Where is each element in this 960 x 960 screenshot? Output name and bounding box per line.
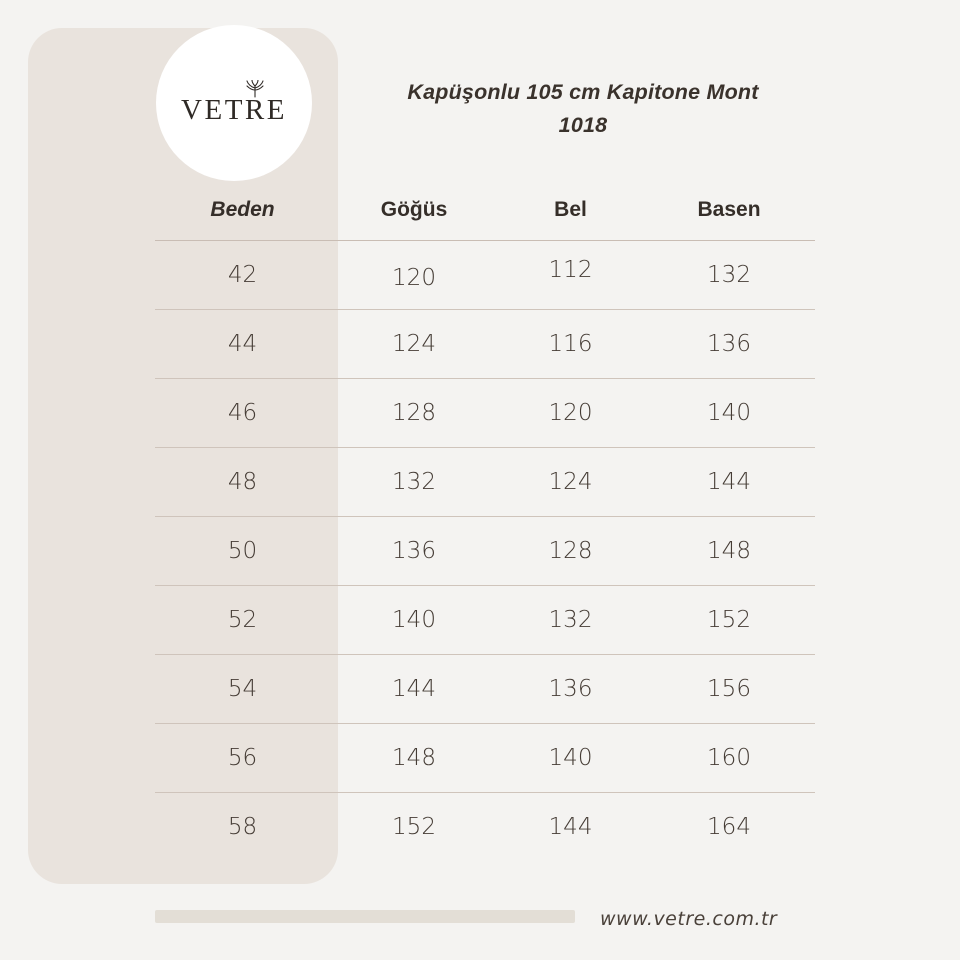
cell-beden: 58	[227, 814, 258, 840]
cell-gogus: 152	[392, 814, 436, 840]
cell-beden: 48	[227, 469, 258, 495]
cell-gogus: 120	[392, 265, 436, 291]
table-row	[155, 517, 815, 585]
table-row	[155, 310, 815, 378]
cell-beden: 46	[227, 400, 258, 426]
table-row	[155, 586, 815, 654]
table-row	[155, 379, 815, 447]
cell-gogus: 144	[392, 676, 436, 702]
cell-gogus: 136	[392, 538, 436, 564]
leaf-sprig-icon	[235, 80, 275, 98]
cell-basen: 152	[707, 607, 751, 633]
cell-beden: 52	[227, 607, 258, 633]
brand-logo	[156, 25, 312, 181]
column-header-gogus: Göğüs	[380, 198, 448, 221]
cell-beden: 56	[227, 745, 258, 771]
cell-basen: 160	[707, 745, 751, 771]
cell-bel: 128	[548, 538, 593, 564]
table-row	[155, 655, 815, 723]
cell-bel: 124	[548, 469, 593, 495]
cell-bel: 116	[548, 331, 593, 357]
cell-beden: 50	[227, 538, 258, 564]
page-title-line2: 1018	[558, 113, 608, 138]
cell-gogus: 148	[392, 745, 436, 771]
cell-bel: 136	[548, 676, 593, 702]
column-header-beden: Beden	[210, 198, 275, 221]
cell-bel: 112	[548, 257, 593, 283]
cell-gogus: 128	[392, 400, 436, 426]
cell-gogus: 124	[392, 331, 436, 357]
cell-bel: 144	[548, 814, 593, 840]
table-row	[155, 793, 815, 861]
table-header-row	[155, 180, 815, 240]
footer-decorative-bar	[155, 910, 575, 923]
cell-gogus: 132	[392, 469, 436, 495]
cell-beden: 42	[227, 262, 258, 288]
cell-basen: 136	[707, 331, 751, 357]
cell-beden: 54	[227, 676, 258, 702]
column-header-basen: Basen	[697, 198, 761, 221]
page-title	[338, 76, 828, 143]
column-header-bel: Bel	[554, 198, 587, 221]
cell-basen: 132	[707, 262, 751, 288]
page-title-line1: Kapüşonlu 105 cm Kapitone Mont	[407, 80, 759, 104]
cell-basen: 156	[707, 676, 751, 702]
cell-beden: 44	[227, 331, 258, 357]
cell-gogus: 140	[392, 607, 436, 633]
cell-basen: 148	[707, 538, 751, 564]
cell-bel: 132	[548, 607, 593, 633]
cell-basen: 144	[707, 469, 751, 495]
brand-logo-text: VETRE	[181, 93, 287, 126]
size-table	[155, 180, 815, 861]
footer-website-url: www.vetre.com.tr	[600, 908, 778, 930]
table-row	[155, 448, 815, 516]
table-row	[155, 241, 815, 309]
cell-basen: 140	[707, 400, 751, 426]
table-row	[155, 724, 815, 792]
cell-bel: 120	[548, 400, 593, 426]
cell-bel: 140	[548, 745, 593, 771]
cell-basen: 164	[707, 814, 751, 840]
